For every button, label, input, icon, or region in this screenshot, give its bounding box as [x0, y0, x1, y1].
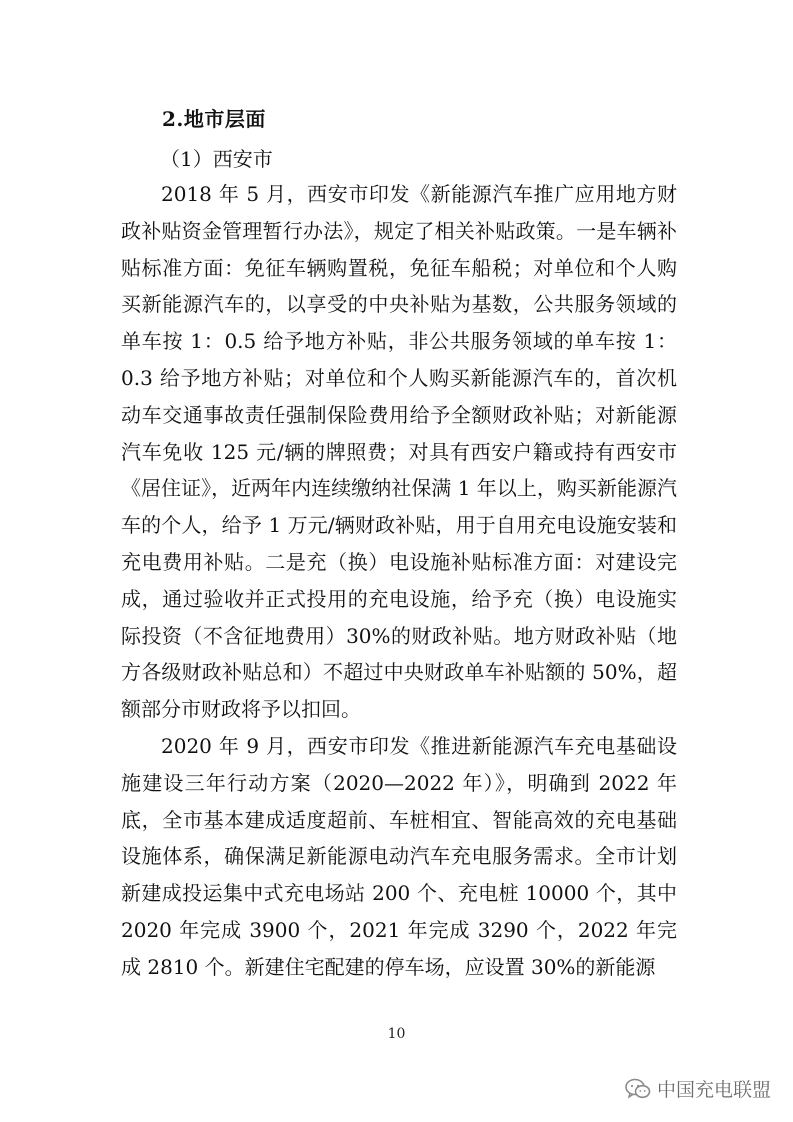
- watermark-text: 中国充电联盟: [656, 1079, 771, 1101]
- subsection-heading: （1）西安市: [160, 147, 273, 171]
- wechat-icon: [625, 1078, 651, 1100]
- paragraph-xian-2018-subsidy: 2018 年 5 月，西安市印发《新能源汽车推广应用地方财政补贴资金管理暂行办法》，规定了相关补贴政策。一是车辆补贴标准方面：免征车辆购置税，免征车船税；对单位和个人购买新能源汽车的，以享受的中央补贴为基数，公共服务领域的单车按 1：0.5 给予地方补贴，非公共服务领域的单车按 1：0.3 给予地方补贴；对单位和个人购买新能源汽车的，首次机动车交通事故责任强制保险费用给予全额财政补贴；对新能源汽车免收 125 元/辆的牌照费；对具有西安户籍或持有西安市《居住证》，近两年内连续缴纳社保满 1 年以上，购买新能源汽车的个人，给予 1 万元/辆财政补贴，用于自用充电设施安装和充电费用补贴。二是充（换）电设施补贴标准方面：对建设完成，通过验收并正式投用的充电设施，给予充（换）电设施实际投资（不含征地费用）30%的财政补贴。地方财政补贴（地方各级财政补贴总和）不超过中央财政单车补贴额的 50%，超额部分市财政将予以扣回。: [121, 182, 677, 722]
- body-text: [121, 176, 677, 986]
- page-number: 10: [387, 1026, 406, 1042]
- paragraph-xian-2020-plan: 2020 年 9 月，西安市印发《推进新能源汽车充电基础设施建设三年行动方案（2020—2022 年）》，明确到 2022 年底，全市基本建成适度超前、车桩相宜、智能高效的充电基础设施体系，确保满足新能源电动汽车充电服务需求。全市计划新建成投运集中式充电场站 200 个、充电桩 10000 个，其中 2020 年完成 3900 个，2021 年完成 3290 个，2022 年完成 2810 个。新建住宅配建的停车场，应设置 30%的新能源: [121, 733, 677, 979]
- watermark: [625, 1075, 771, 1102]
- section-heading: 2.地市层面: [162, 107, 266, 131]
